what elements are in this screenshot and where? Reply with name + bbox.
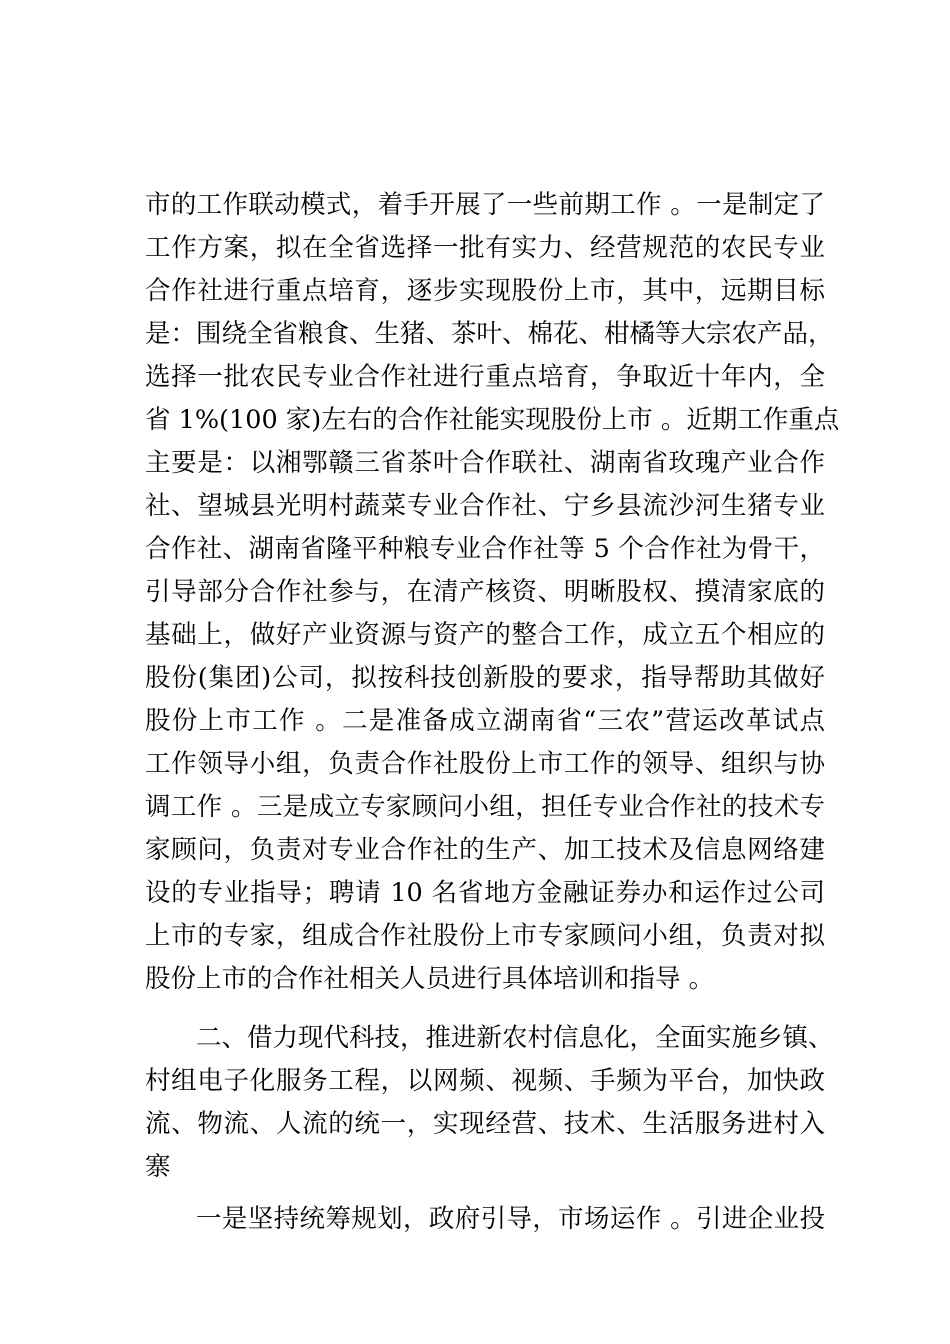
paragraph-line: 引导部分合作社参与，在清产核资、明晰股权、摸清家底的: [145, 577, 825, 607]
paragraph-line: 合作社进行重点培育，逐步实现股份上市，其中，远期目标: [145, 276, 825, 306]
paragraph-line: 是：围绕全省粮食、生猪、茶叶、棉花、柑橘等大宗农产品，: [145, 319, 834, 349]
paragraph-line: 股份上市的合作社相关人员进行具体培训和指导 。: [145, 964, 715, 994]
paragraph-line: 省 1%(100 家)左右的合作社能实现股份上市 。近期工作重点: [145, 405, 840, 435]
paragraph-line: 选择一批农民专业合作社进行重点培育，争取近十年内，全: [145, 362, 825, 392]
section-heading-line: 二、借力现代科技，推进新农村信息化，全面实施乡镇、: [196, 1023, 834, 1053]
paragraph-line: 上市的专家，组成合作社股份上市专家顾问小组，负责对拟: [145, 921, 825, 951]
paragraph-line: 社、望城县光明村蔬菜专业合作社、宁乡县流沙河生猪专业: [145, 491, 825, 521]
paragraph-line: 基础上，做好产业资源与资产的整合工作，成立五个相应的: [145, 620, 825, 650]
paragraph-line: 设的专业指导；聘请 10 名省地方金融证券办和运作过公司: [145, 878, 825, 908]
paragraph-line: 股份上市工作 。二是准备成立湖南省“三农”营运改革试点: [145, 706, 825, 736]
paragraph-line: 股份(集团)公司，拟按科技创新股的要求，指导帮助其做好: [145, 663, 825, 693]
section-heading-line: 流、物流、人流的统一，实现经营、技术、生活服务进村入: [145, 1109, 825, 1139]
paragraph-line: 主要是：以湘鄂赣三省茶叶合作联社、湖南省玫瑰产业合作: [145, 448, 825, 478]
paragraph-line: 合作社、湖南省隆平种粮专业合作社等 5 个合作社为骨干，: [145, 534, 825, 564]
paragraph-line: 家顾问，负责对专业合作社的生产、加工技术及信息网络建: [145, 835, 825, 865]
paragraph-line: 工作方案，拟在全省选择一批有实力、经营规范的农民专业: [145, 233, 825, 263]
paragraph-line: 工作领导小组，负责合作社股份上市工作的领导、组织与协: [145, 749, 825, 779]
paragraph-line: 市的工作联动模式，着手开展了一些前期工作 。一是制定了: [145, 190, 825, 220]
section-heading-line: 村组电子化服务工程，以网频、视频、手频为平台，加快政: [145, 1066, 825, 1096]
paragraph-line: 调工作 。三是成立专家顾问小组，担任专业合作社的技术专: [145, 792, 825, 822]
section-heading-line: 寨: [145, 1152, 171, 1182]
paragraph-line: 一是坚持统筹规划，政府引导，市场运作 。引进企业投: [196, 1204, 825, 1234]
